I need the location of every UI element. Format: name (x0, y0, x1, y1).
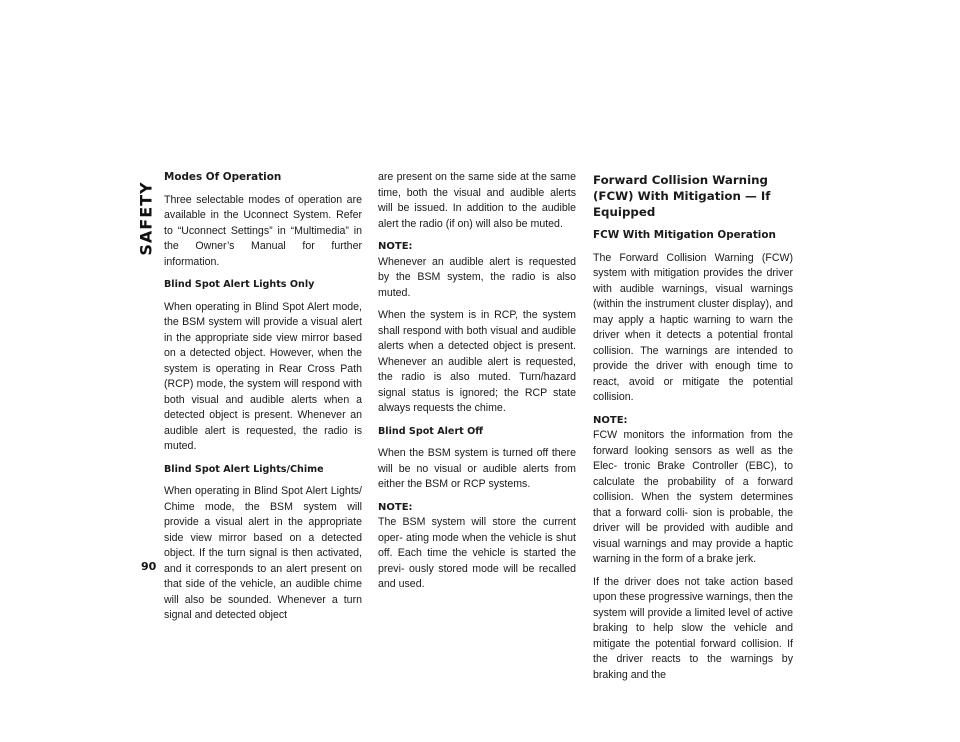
heading-alert-off: Blind Spot Alert Off (378, 425, 484, 437)
heading-fcw: Forward Collision Warning (FCW) With Mitigation — If Equipped (593, 173, 771, 219)
page-number: 90 (141, 560, 157, 573)
note-block-fcw (593, 413, 793, 568)
paragraph-lights-chime: When operating in Blind Spot Alert Lights/ Chime mode, the BSM system will provide a visual alert in the appropriate side view mirror based on a detected object. If the turn signal is then activated, and it corresponds to an alert present on that side of the vehicle, an audible chime will also be sounded. Whenever a turn signal and detected object (164, 485, 362, 621)
column-2 (378, 170, 576, 600)
note-text: Whenever an audible alert is requested by the BSM system, the radio is also muted. (378, 255, 576, 299)
section-tab-label: SAFETY (136, 180, 156, 256)
heading-fcw-operation: FCW With Mitigation Operation (593, 229, 776, 241)
column-1 (164, 170, 362, 631)
note-label: NOTE: (378, 501, 413, 513)
paragraph-lights-only: When operating in Blind Spot Alert mode, the BSM system will provide a visual alert in the appropriate side view mirror based on a detected object. However, when the system is operating in Rear Cross Path (RCP) mode, the system will respond with both visual and audible alerts when a detected object is present. Whenever an audible alert is requested, the radio is muted. (164, 300, 362, 452)
paragraph-alert-off: When the BSM system is turned off there will be no visual or audible alerts from either the BSM or RCP systems. (378, 447, 576, 490)
heading-lights-chime: Blind Spot Alert Lights/Chime (164, 463, 324, 475)
paragraph-modes: Three selectable modes of operation are available in the Uconnect System. Refer to “Uconnect Settings” in “Multimedia” in the Owner’s Manual for further information. (164, 193, 362, 268)
note-block-1 (378, 239, 576, 301)
note-text: FCW monitors the information from the forward looking sensors as well as the Elec- tronic Brake Controller (EBC), to calculate the probability of a forward collision. When the system determines that a forward colli- sion is probable, the driver will be provided with audible and visual warnings and may provide a haptic warning in the form of a brake jerk. (593, 429, 793, 565)
heading-lights-only: Blind Spot Alert Lights Only (164, 279, 315, 290)
paragraph-fcw-braking: If the driver does not take action based upon these progressive warnings, then the system will provide a limited level of active braking to help slow the vehicle and mitigate the potential forward collision. If the driver reacts to the warnings by braking and the (593, 575, 793, 681)
paragraph-rcp: When the system is in RCP, the system shall respond with both visual and audible alerts when a detected object is present. Whenever an audible alert is requested, the radio is also muted. Turn/hazard signal status is ignored; the RCP state always requests the chime. (378, 309, 576, 414)
note-label: NOTE: (593, 414, 628, 426)
paragraph-continued: are present on the same side at the same time, both the visual and audible alerts will be issued. In addition to the audible alert the radio (if on) will also be muted. (378, 171, 576, 230)
note-label: NOTE: (378, 241, 413, 252)
note-text: The BSM system will store the current oper- ating mode when the vehicle is shut off. Each time the vehicle is started the previ- ously stored mode will be recalled and used. (378, 516, 576, 590)
column-3 (593, 170, 793, 690)
heading-modes-of-operation: Modes Of Operation (164, 171, 282, 183)
note-block-2 (378, 500, 576, 593)
paragraph-fcw: The Forward Collision Warning (FCW) system with mitigation provides the driver with audible warnings, visual warnings (within the instrument cluster display), and may apply a haptic warning to warn the driver when it detects a potential frontal collision. The warnings are intended to provide the driver with enough time to react, avoid or mitigate the potential collision. (593, 251, 793, 403)
section-tab-safety (137, 172, 155, 264)
